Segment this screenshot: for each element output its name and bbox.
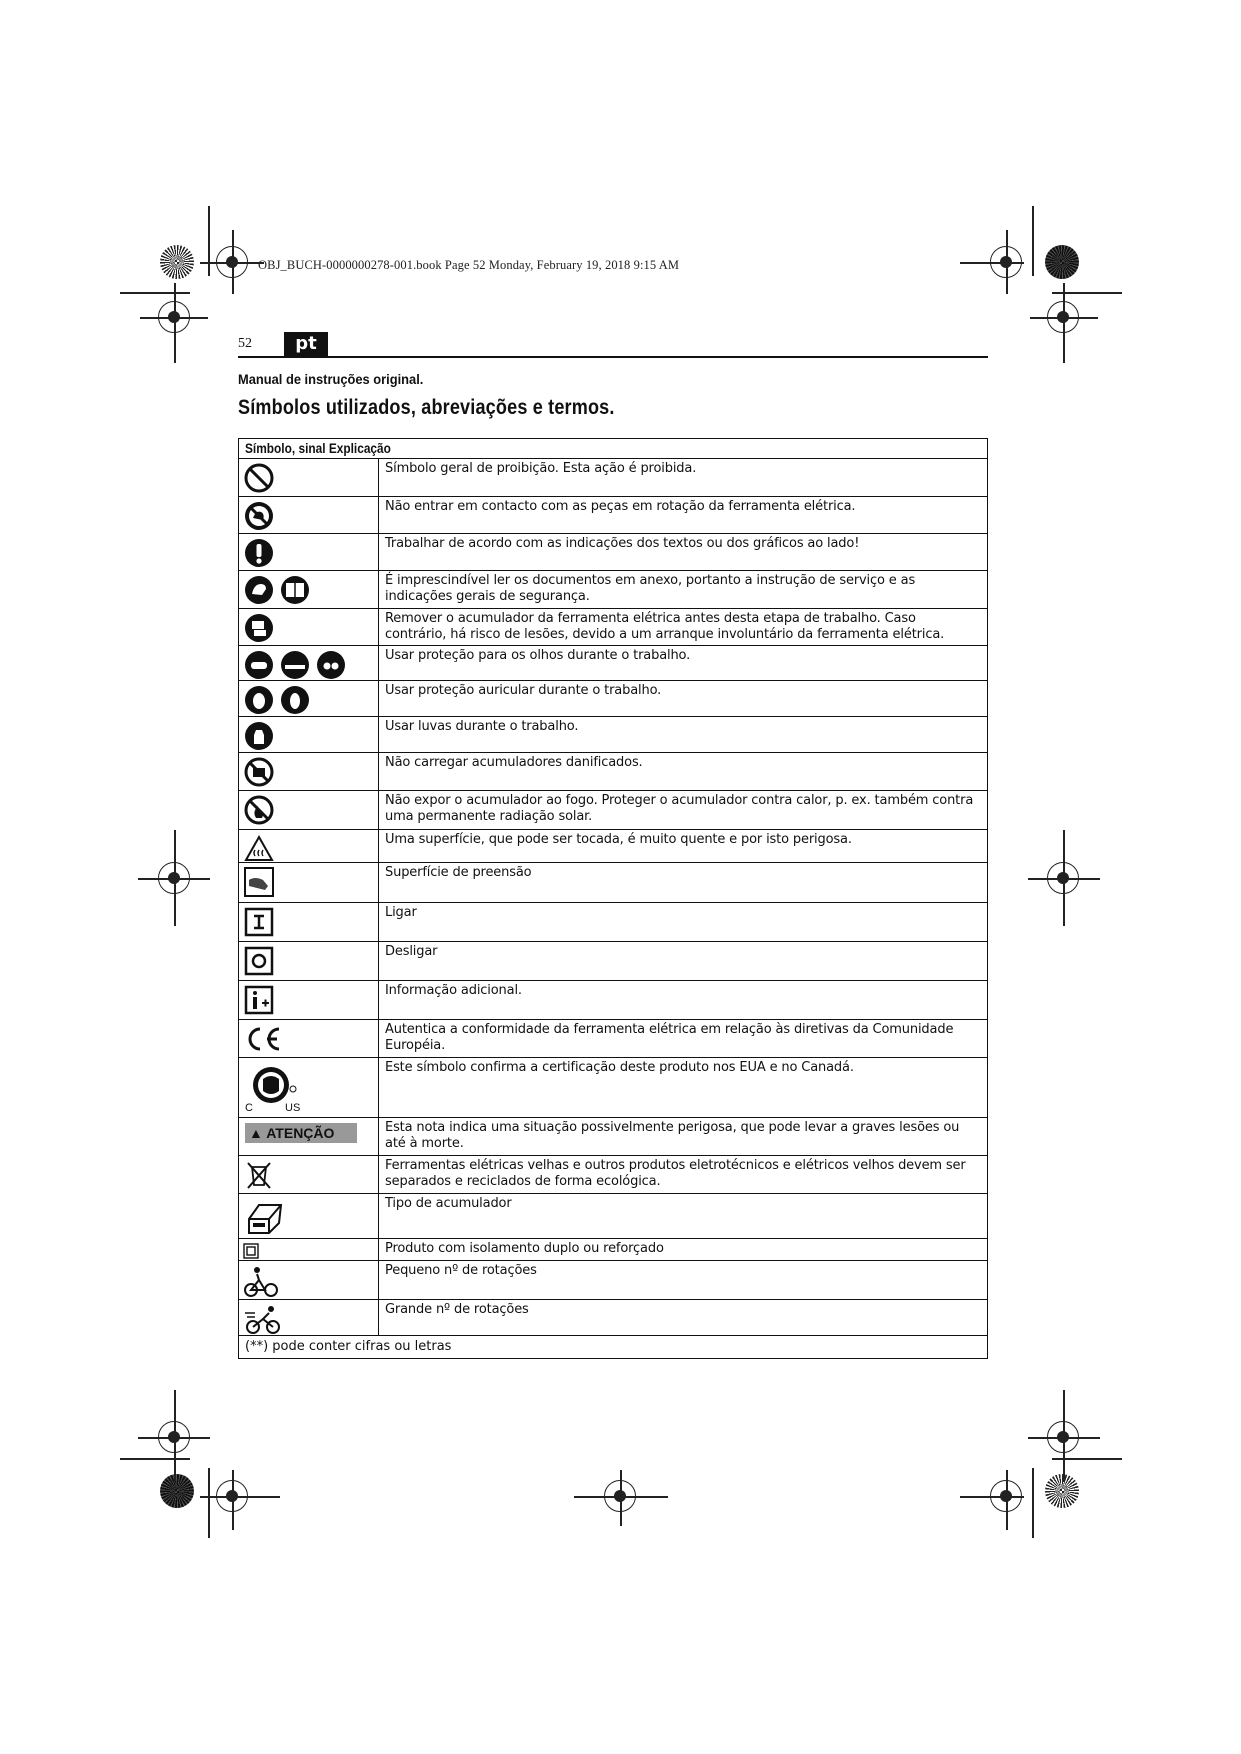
row-text: Este símbolo confirma a certificação deste produto nos EUA e no Canadá. — [385, 1060, 854, 1075]
table-row — [239, 903, 987, 942]
no-fire-battery-icon — [243, 794, 275, 826]
prohibition-icon — [243, 462, 275, 494]
row-text: Informação adicional. — [385, 983, 522, 998]
table-row — [239, 753, 987, 791]
table-row — [239, 681, 987, 717]
eye-protection-icon — [243, 649, 347, 681]
table-row — [239, 1261, 987, 1300]
grip-surface-icon — [243, 866, 275, 898]
row-text: Símbolo geral de proibição. Esta ação é proibida. — [385, 461, 697, 476]
row-text: Não carregar acumuladores danificados. — [385, 755, 643, 770]
symbols-table — [238, 438, 988, 1359]
ear-protection-icon — [243, 684, 313, 716]
language-tag: pt — [284, 332, 328, 356]
table-row — [239, 1020, 987, 1058]
remove-battery-icon — [243, 612, 275, 644]
ce-mark-icon — [243, 1023, 283, 1055]
power-off-icon — [243, 945, 275, 977]
read-manual-icon — [243, 574, 313, 606]
table-header — [239, 439, 987, 459]
attention-exclamation-icon — [243, 537, 275, 569]
manual-title: Manual de instruções original. — [238, 371, 424, 387]
weee-bin-icon — [243, 1159, 275, 1191]
row-text: Ligar — [385, 905, 417, 920]
row-text: Grande nº de rotações — [385, 1302, 529, 1317]
header-rule — [238, 356, 988, 358]
row-text: Pequeno nº de rotações — [385, 1263, 537, 1278]
table-row — [239, 534, 987, 571]
table-row — [239, 646, 987, 681]
high-speed-bicycle-icon — [243, 1303, 283, 1335]
table-row — [239, 609, 987, 646]
table-row — [239, 1118, 987, 1156]
gloves-icon — [243, 720, 275, 752]
double-insulation-icon — [243, 1243, 259, 1259]
no-charge-damaged-battery-icon — [243, 756, 275, 788]
no-touch-rotating-parts-icon — [243, 500, 275, 532]
table-row — [239, 1300, 987, 1336]
info-icon — [243, 984, 275, 1016]
book-file-line: OBJ_BUCH-0000000278-001.book Page 52 Monday, February 19, 2018 9:15 AM — [258, 258, 680, 272]
table-row — [239, 1194, 987, 1239]
table-row — [239, 459, 987, 497]
row-text: Não entrar em contacto com as peças em rotação da ferramenta elétrica. — [385, 499, 856, 514]
row-text: Tipo de acumulador — [385, 1196, 512, 1211]
csa-c-label: C — [245, 1102, 253, 1114]
table-header-label: Símbolo, sinal Explicação — [245, 441, 391, 456]
table-row — [239, 1156, 987, 1194]
page-number: 52 — [238, 336, 252, 351]
table-row — [239, 981, 987, 1020]
table-footnote: (**) pode conter cifras ou letras — [245, 1339, 452, 1354]
section-title: Símbolos utilizados, abreviações e termos. — [238, 396, 615, 419]
table-row — [239, 1239, 987, 1261]
table-row — [239, 863, 987, 903]
row-text: Remover o acumulador da ferramenta elétrica antes desta etapa de trabalho. Caso contrário, há risco de lesões, devido a um arranque involuntário da ferramenta elétrica. — [385, 611, 945, 642]
power-on-icon — [243, 906, 275, 938]
table-row — [239, 497, 987, 534]
row-text: Não expor o acumulador ao fogo. Proteger o acumulador contra calor, p. ex. também contra uma permanente radiação solar. — [385, 793, 974, 824]
table-row — [239, 1058, 987, 1118]
table-row — [239, 830, 987, 863]
row-text: Trabalhar de acordo com as indicações dos textos ou dos gráficos ao lado! — [385, 536, 860, 551]
warning-banner-icon — [245, 1123, 357, 1143]
row-text: Desligar — [385, 944, 438, 959]
table-row — [239, 791, 987, 830]
row-text: Usar proteção auricular durante o trabalho. — [385, 683, 662, 698]
hot-surface-icon — [243, 833, 275, 863]
row-text: Esta nota indica uma situação possivelmente perigosa, que pode levar a graves lesões ou até à morte. — [385, 1120, 960, 1151]
row-text: Superfície de preensão — [385, 865, 532, 880]
row-text: Usar luvas durante o trabalho. — [385, 719, 579, 734]
csa-us-label: US — [285, 1102, 301, 1114]
warning-triangle-icon: ▲ — [249, 1125, 263, 1141]
warning-badge-label: ATENÇÃO — [266, 1125, 335, 1141]
row-text: Ferramentas elétricas velhas e outros produtos eletrotécnicos e elétricos velhos devem ser separados e reciclados de forma ecológica. — [385, 1158, 966, 1189]
table-footer — [239, 1336, 987, 1358]
row-text: Uma superfície, que pode ser tocada, é muito quente e por isto perigosa. — [385, 832, 852, 847]
row-text: É imprescindível ler os documentos em anexo, portanto a instrução de serviço e as indicações gerais de segurança. — [385, 573, 916, 604]
row-text: Produto com isolamento duplo ou reforçado — [385, 1241, 664, 1256]
table-row — [239, 571, 987, 609]
row-text: Usar proteção para os olhos durante o trabalho. — [385, 648, 691, 663]
low-speed-bicycle-icon — [243, 1264, 279, 1298]
row-text: Autentica a conformidade da ferramenta elétrica em relação às diretivas da Comunidade Européia. — [385, 1022, 954, 1053]
table-row — [239, 942, 987, 981]
table-row — [239, 717, 987, 753]
battery-type-icon — [243, 1197, 287, 1237]
